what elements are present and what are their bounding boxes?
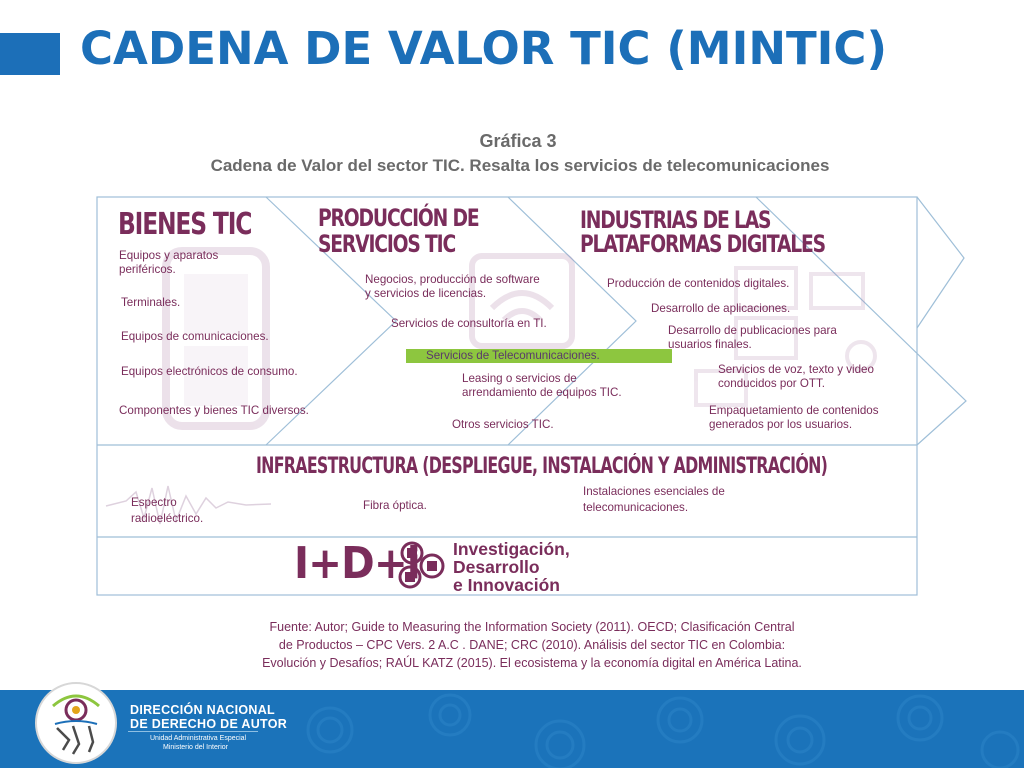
produccion-item: Servicios de consultoría en TI. [391, 317, 547, 330]
telecom-highlight-label: Servicios de Telecomunicaciones. [426, 349, 600, 362]
idi-line: Desarrollo [453, 557, 540, 577]
infraestructura-heading: INFRAESTRUCTURA (DESPLIEGUE, INSTALACIÓN Y ADMINISTRACIÓN) [256, 454, 828, 479]
produccion-heading-2: SERVICIOS TIC [318, 230, 456, 258]
org-subtitle-line2: Ministerio del Interior [163, 744, 228, 751]
industrias-item: Desarrollo de aplicaciones. [651, 302, 791, 315]
produccion-heading-1: PRODUCCIÓN DE [318, 204, 479, 232]
industrias-heading-2: PLATAFORMAS DIGITALES [580, 230, 825, 258]
industrias-item: usuarios finales. [668, 338, 752, 351]
bienes-item: Equipos de comunicaciones. [121, 330, 269, 343]
produccion-item: Leasing o servicios de [462, 372, 577, 385]
industrias-heading-1: INDUSTRIAS DE LAS [580, 206, 771, 234]
title-accent-bar [0, 33, 60, 75]
bienes-item: periféricos. [119, 263, 176, 276]
figure-label: Gráfica 3 [479, 131, 557, 151]
produccion-item: y servicios de licencias. [365, 287, 487, 300]
infraestructura-item: Espectro [131, 496, 177, 509]
dnda-logo [33, 678, 119, 764]
bienes-heading: BIENES TIC [118, 207, 252, 242]
infraestructura-item: Instalaciones esenciales de [583, 485, 725, 498]
source-line: Evolución y Desafíos; RAÚL KATZ (2015). El ecosistema y la economía digital en América Latina. [262, 656, 802, 670]
industrias-item: Desarrollo de publicaciones para [668, 324, 837, 337]
org-separator [128, 731, 258, 732]
industrias-item: conducidos por OTT. [718, 377, 825, 390]
source-line: Fuente: Autor; Guide to Measuring the Information Society (2011). OECD; Clasificación Central [269, 620, 795, 634]
bienes-item: Equipos electrónicos de consumo. [121, 365, 298, 378]
industrias-item: generados por los usuarios. [709, 418, 853, 431]
idi-line: Investigación, [453, 539, 570, 559]
org-name-line1: DIRECCIÓN NACIONAL [130, 703, 275, 717]
source-line: de Productos – CPC Vers. 2 A.C . DANE; CRC (2010). Análisis del sector TIC en Colombia: [278, 638, 786, 652]
infraestructura-item: Fibra óptica. [363, 499, 427, 512]
bienes-item: Equipos y aparatos [119, 249, 219, 262]
produccion-item: arrendamiento de equipos TIC. [462, 386, 622, 399]
infraestructura-item: telecomunicaciones. [583, 501, 689, 514]
org-subtitle-line1: Unidad Administrativa Especial [150, 735, 247, 742]
value-chain-diagram [96, 196, 976, 598]
idi-line: e Innovación [453, 575, 560, 595]
produccion-item: Otros servicios TIC. [452, 418, 554, 431]
org-name-line2: DE DERECHO DE AUTOR [130, 717, 288, 731]
bienes-item: Terminales. [121, 296, 181, 309]
bienes-item: Componentes y bienes TIC diversos. [119, 404, 309, 417]
idi-logo: I+D+i [294, 538, 420, 589]
industrias-item: Servicios de voz, texto y video [718, 363, 874, 376]
figure-caption: Cadena de Valor del sector TIC. Resalta los servicios de telecomunicaciones [210, 156, 830, 175]
industrias-item: Empaquetamiento de contenidos [709, 404, 879, 417]
slide-title: CADENA DE VALOR TIC (MINTIC) [80, 22, 888, 75]
produccion-item: Negocios, producción de software [365, 273, 540, 286]
industrias-item: Producción de contenidos digitales. [607, 277, 790, 290]
infraestructura-item: radioeléctrico. [131, 512, 204, 525]
